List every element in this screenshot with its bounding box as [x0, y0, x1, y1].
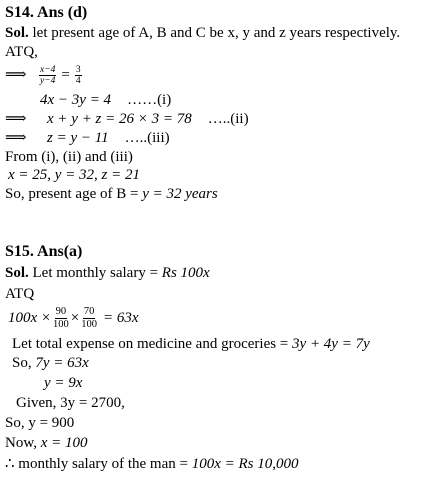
- so-prefix: So,: [12, 355, 36, 371]
- times-sign: ×: [70, 310, 80, 326]
- s15-expense-line: [12, 335, 370, 353]
- s14-from-line: From (i), (ii) and (iii): [5, 149, 133, 165]
- s15-sol-math: Rs 100x: [161, 265, 210, 281]
- s14-sol-text: let present age of A, B and C be x, y and z years respectively.: [28, 25, 401, 41]
- fraction-3-over-4: [75, 65, 82, 86]
- fraction-denominator: 100: [53, 318, 69, 330]
- s14-solution-line: [5, 24, 400, 42]
- fraction-denominator: y−4: [40, 75, 56, 86]
- s15-sol-label: Sol.: [5, 265, 29, 281]
- equation-1-tag: ……(i): [127, 92, 172, 108]
- implies-arrow: ⟹: [5, 67, 27, 83]
- fraction-denominator: 4: [75, 75, 81, 86]
- s15-sol-prefix: Let monthly salary =: [28, 265, 162, 281]
- final-math: y = 32 years: [142, 186, 218, 202]
- therefore-symbol: ∴: [5, 456, 15, 472]
- s14-ratio-equation: [5, 62, 83, 88]
- expense-math: 3y + 4y = 7y: [292, 336, 370, 352]
- fraction-x-minus-4-over-y-minus-4: [39, 65, 56, 86]
- equation-3-tag: …..(iii): [124, 130, 170, 146]
- s14-equation-2: [5, 110, 249, 128]
- fraction-denominator: 100: [81, 318, 97, 330]
- s14-sol-label: Sol.: [5, 25, 29, 41]
- now-prefix: Now,: [5, 435, 41, 451]
- expense-prefix: Let total expense on medicine and groceries =: [12, 336, 293, 352]
- fraction-numerator: 90: [55, 305, 67, 317]
- s15-heading: S15. Ans(a): [5, 243, 83, 260]
- s15-so-line: [12, 354, 89, 372]
- s15-y-line: y = 9x: [44, 375, 83, 391]
- calc-part-b: = 63x: [103, 310, 139, 326]
- now-math: x = 100: [40, 435, 88, 451]
- so-math: 7y = 63x: [35, 355, 89, 371]
- fraction-numerator: x−4: [40, 64, 56, 75]
- fraction-90-over-100: [52, 306, 70, 331]
- s14-heading: S14. Ans (d): [5, 4, 88, 21]
- final-math: 100x = Rs 10,000: [191, 456, 299, 472]
- s15-so-y-line: So, y = 900: [5, 415, 75, 431]
- implies-arrow: ⟹: [5, 111, 27, 127]
- s14-equation-1: [40, 91, 171, 109]
- final-prefix: monthly salary of the man =: [14, 456, 192, 472]
- s15-atq: ATQ: [5, 286, 35, 302]
- s14-result-line: x = 25, y = 32, z = 21: [8, 167, 141, 183]
- fraction-70-over-100: [80, 306, 98, 331]
- s14-final-answer: [5, 185, 218, 203]
- s14-atq: ATQ,: [5, 44, 38, 60]
- equation-2-math: x + y + z = 26 × 3 = 78: [47, 111, 192, 127]
- equation-2-tag: …..(ii): [207, 111, 249, 127]
- s14-equation-3: [5, 129, 170, 147]
- final-prefix: So, present age of B =: [5, 186, 143, 202]
- s15-calculation: [8, 303, 139, 333]
- equation-3-math: z = y − 11: [47, 130, 109, 146]
- s15-final-answer: [5, 455, 299, 473]
- equals-sign: =: [61, 67, 70, 83]
- s15-now-line: [5, 434, 87, 452]
- fraction-numerator: 3: [75, 64, 81, 75]
- implies-arrow: ⟹: [5, 130, 27, 146]
- equation-1-math: 4x − 3y = 4: [40, 92, 112, 108]
- s15-solution-line: [5, 264, 210, 282]
- s15-given-line: Given, 3y = 2700,: [16, 395, 125, 411]
- calc-part-a: 100x ×: [8, 310, 52, 326]
- fraction-numerator: 70: [83, 305, 95, 317]
